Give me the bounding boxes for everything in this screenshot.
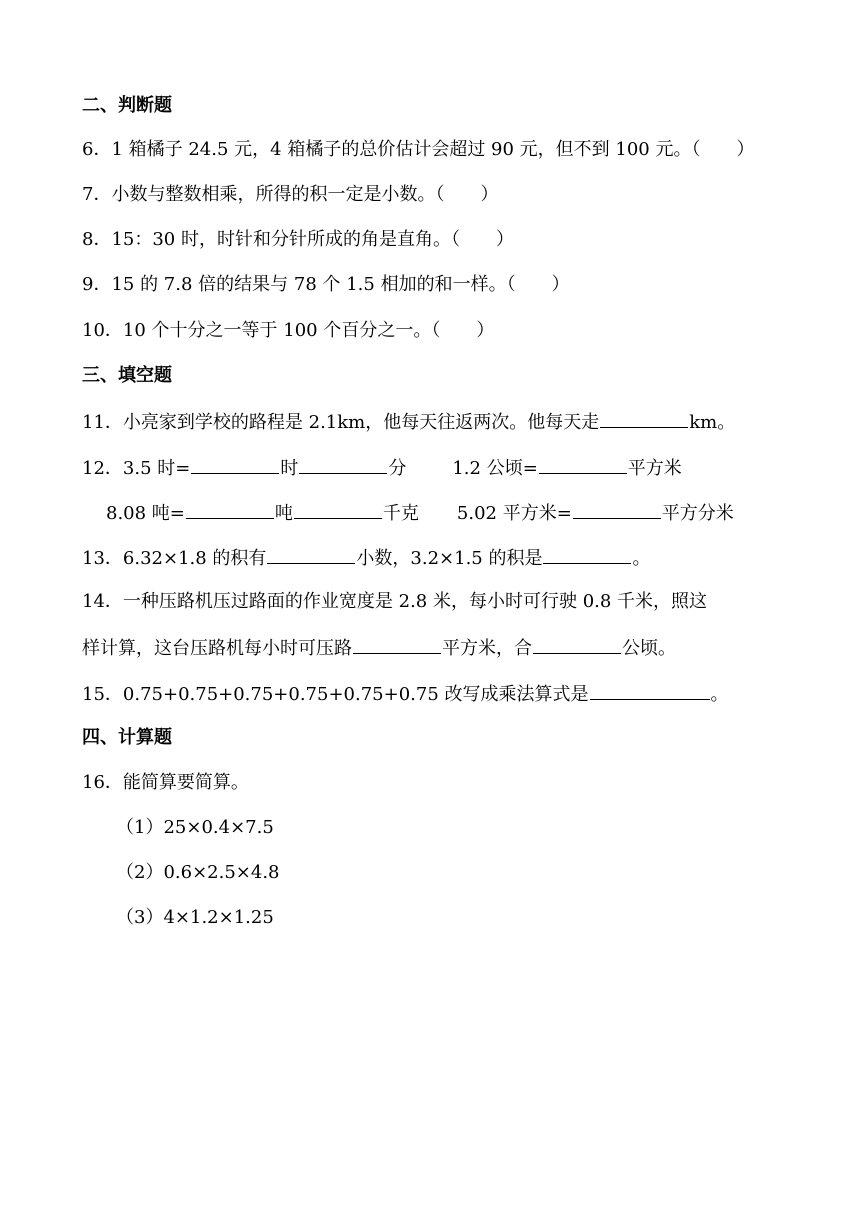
- q12-text: 8.08 吨=: [106, 503, 185, 524]
- question-12-row2: [106, 499, 734, 525]
- question-9: 9．15 的 7.8 倍的结果与 78 个 1.5 相加的和一样。（ ）: [82, 274, 570, 295]
- answer-blank[interactable]: [186, 499, 274, 519]
- q12-text: 5.02 平方米=: [456, 503, 572, 524]
- q13-text: 小数，3.2×1.5 的积是: [356, 548, 543, 569]
- question-12-row1: [82, 454, 682, 480]
- q12-unit: 千克: [382, 503, 419, 524]
- q13-text: 13．6.32×1.8 的积有: [82, 548, 267, 569]
- answer-blank[interactable]: [573, 499, 661, 519]
- answer-blank[interactable]: [543, 544, 631, 564]
- question-10: 10．10 个十分之一等于 100 个百分之一。（ ）: [82, 320, 495, 341]
- question-15: [82, 680, 729, 706]
- question-14-line1: 14．一种压路机压过路面的作业宽度是 2.8 米，每小时可行驶 0.8 千米，照这: [82, 591, 708, 612]
- section-heading-judgement: 二、判断题: [82, 95, 172, 116]
- answer-blank[interactable]: [267, 544, 355, 564]
- q14-text: 样计算，这台压路机每小时可压路: [82, 638, 352, 659]
- section-heading-fill-blank: 三、填空题: [82, 365, 172, 386]
- question-11: [82, 408, 735, 434]
- q12-text: 12．3.5 时=: [82, 458, 191, 479]
- q12-unit: 平方分米: [661, 503, 734, 524]
- q12-unit: 吨: [274, 503, 293, 524]
- calc-item-3: （3）4×1.2×1.25: [116, 907, 274, 928]
- answer-blank[interactable]: [353, 634, 441, 654]
- question-6: 6．1 箱橘子 24.5 元，4 箱橘子的总价估计会超过 90 元，但不到 100 元。（ ）: [82, 139, 755, 160]
- question-14-line2: [82, 634, 676, 660]
- calc-item-1: （1）25×0.4×7.5: [116, 817, 274, 838]
- answer-blank[interactable]: [590, 680, 710, 700]
- q12-unit: 分: [388, 458, 407, 479]
- question-8: 8．15：30 时，时针和分针所成的角是直角。（ ）: [82, 229, 514, 250]
- answer-blank[interactable]: [600, 408, 688, 428]
- q14-text: 公顷。: [622, 638, 676, 659]
- question-13: [82, 544, 650, 570]
- section-heading-calculation: 四、计算题: [82, 727, 172, 748]
- answer-blank[interactable]: [533, 634, 621, 654]
- q11-unit: km。: [689, 412, 736, 433]
- question-7: 7．小数与整数相乘，所得的积一定是小数。（ ）: [82, 184, 499, 205]
- q12-unit: 平方米: [627, 458, 682, 479]
- answer-blank[interactable]: [299, 454, 387, 474]
- calc-item-2: （2）0.6×2.5×4.8: [116, 862, 280, 883]
- answer-blank[interactable]: [294, 499, 382, 519]
- q13-text: 。: [632, 548, 651, 569]
- q12-unit: 时: [280, 458, 299, 479]
- q11-text: 11．小亮家到学校的路程是 2.1km，他每天往返两次。他每天走: [82, 412, 600, 433]
- q15-text: 。: [710, 684, 729, 705]
- answer-blank[interactable]: [191, 454, 279, 474]
- q14-text: 平方米，合: [442, 638, 532, 659]
- answer-blank[interactable]: [539, 454, 627, 474]
- q15-text: 15．0.75+0.75+0.75+0.75+0.75+0.75 改写成乘法算式是: [82, 684, 589, 705]
- q12-text: 1.2 公顷=: [452, 458, 538, 479]
- question-16: 16．能简算要简算。: [82, 772, 249, 793]
